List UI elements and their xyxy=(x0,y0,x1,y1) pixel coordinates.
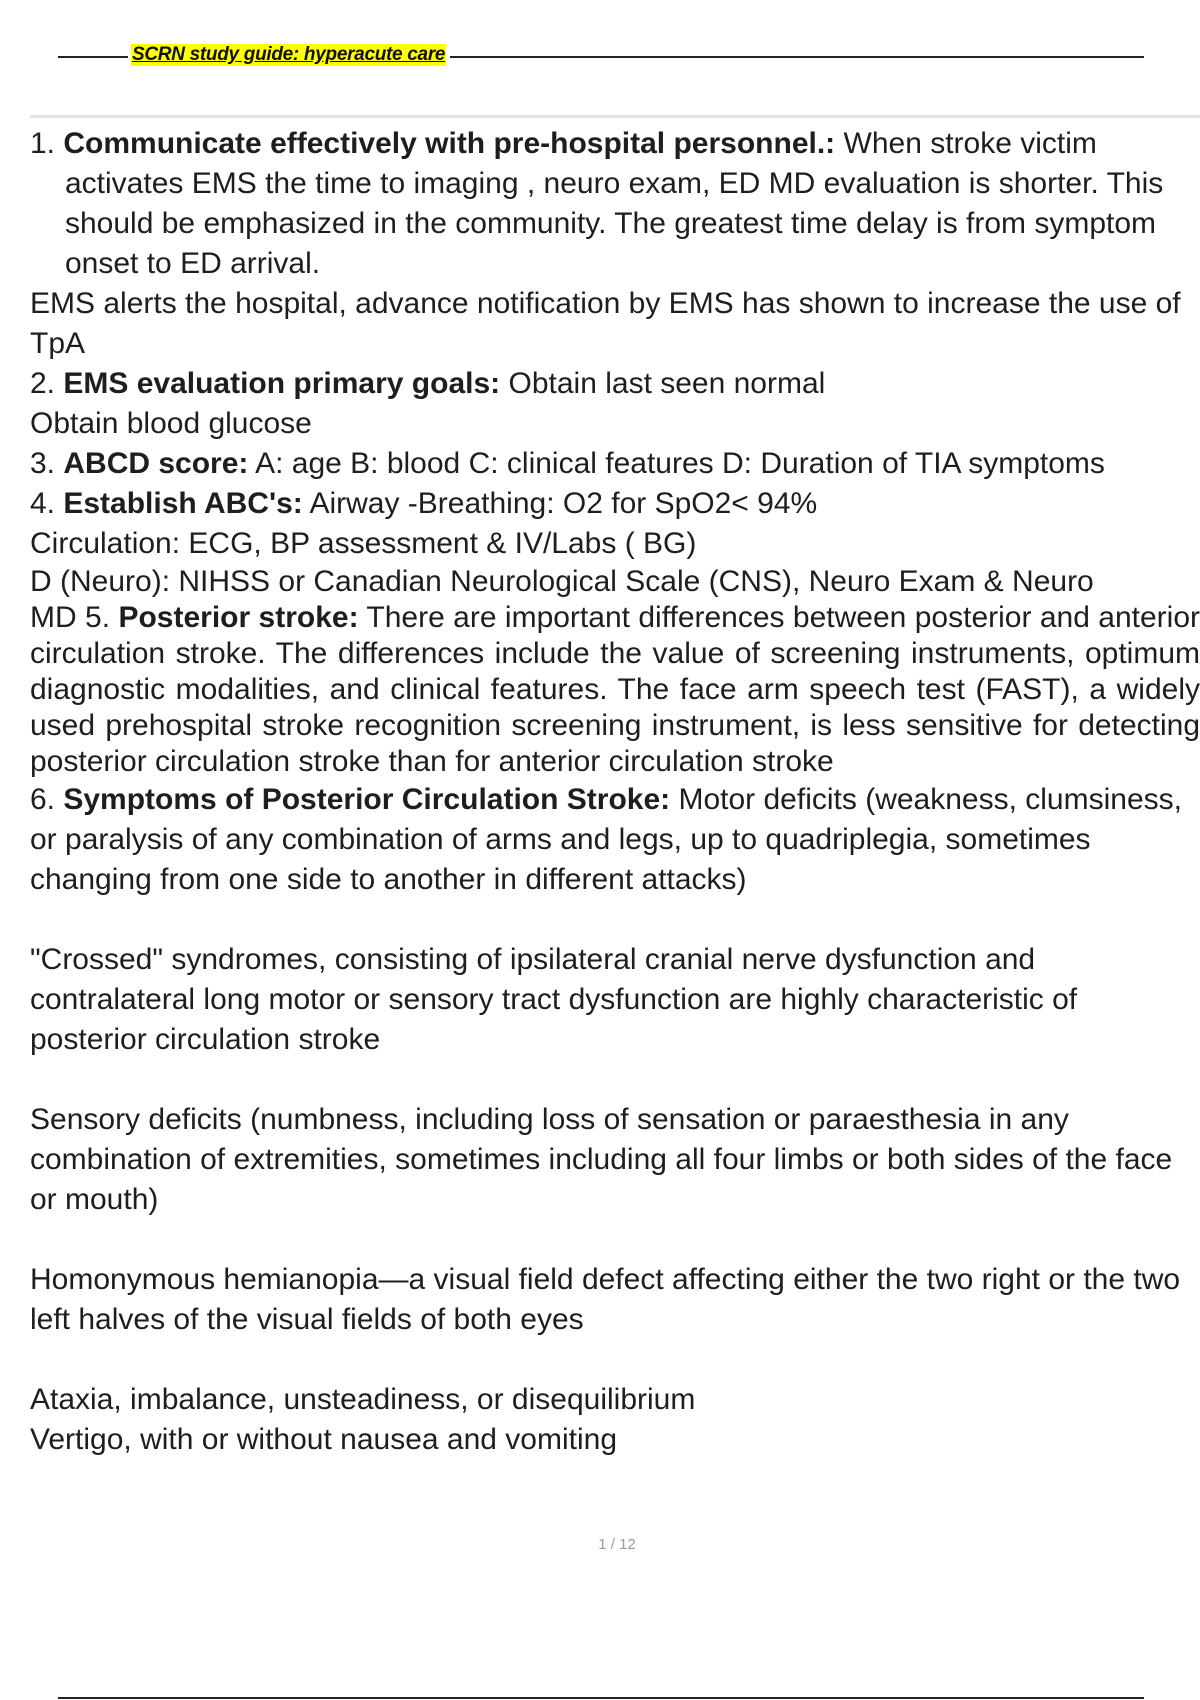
item-5-prefix: MD 5. xyxy=(30,601,119,634)
item-6-text: Motor deficits (weakness, clumsiness, or paralysis of any combination of arms and legs, up to quadriplegia, sometimes changing from one side to another in different attacks) xyxy=(30,783,1182,896)
item-4-circulation: Circulation: ECG, BP assessment & IV/Labs ( BG) xyxy=(30,527,697,560)
crossed-syndromes-paragraph: "Crossed" syndromes, consisting of ipsilateral cranial nerve dysfunction and contralateral long motor or sensory tract dysfunction are highly characteristic of posterior circulation stroke xyxy=(30,943,1078,1056)
item-6-number: 6. xyxy=(30,783,64,816)
vertigo-line: Vertigo, with or without nausea and vomiting xyxy=(30,1423,618,1456)
item-6-heading: Symptoms of Posterior Circulation Stroke: xyxy=(63,783,671,816)
item-4-number: 4. xyxy=(30,487,64,520)
header-rule-right xyxy=(450,56,1144,58)
item-4-heading: Establish ABC's: xyxy=(63,487,303,520)
document-body xyxy=(30,124,1200,1460)
item-1-extra: EMS alerts the hospital, advance notification by EMS has shown to increase the use of TpA xyxy=(30,287,1181,360)
item-2-text: Obtain last seen normal xyxy=(500,367,826,400)
item-6 xyxy=(30,780,1200,900)
sensory-deficits-paragraph: Sensory deficits (numbness, including loss of sensation or paraesthesia in any combination of extremities, sometimes including all four limbs or both sides of the face or mouth) xyxy=(30,1103,1173,1216)
item-4-neuro: D (Neuro): NIHSS or Canadian Neurological Scale (CNS), Neuro Exam & Neuro xyxy=(30,565,1094,598)
item-2 xyxy=(30,364,1200,404)
section-divider xyxy=(30,115,1200,118)
header-rule-left xyxy=(58,56,128,58)
item-4 xyxy=(30,484,1200,524)
document-header-title: SCRN study guide: hyperacute care xyxy=(132,44,446,65)
spacer xyxy=(30,1060,1200,1100)
item-4-text: Airway -Breathing: O2 for SpO2< 94% xyxy=(302,487,818,520)
ataxia-line: Ataxia, imbalance, unsteadiness, or disequilibrium xyxy=(30,1383,696,1416)
spacer xyxy=(30,1220,1200,1260)
spacer xyxy=(30,1340,1200,1380)
item-1-number: 1. xyxy=(30,127,64,160)
item-3-text: A: age B: blood C: clinical features D: Duration of TIA symptoms xyxy=(248,447,1105,480)
item-2-extra: Obtain blood glucose xyxy=(30,407,312,440)
item-1-text: When stroke victim activates EMS the time to imaging , neuro exam, ED MD evaluation is shorter. This should be emphasized in the community. The greatest time delay is from symptom onset to ED arrival. xyxy=(65,127,1164,280)
item-2-heading: EMS evaluation primary goals: xyxy=(63,367,501,400)
item-2-number: 2. xyxy=(30,367,64,400)
footer-rule xyxy=(58,1697,1144,1699)
spacer xyxy=(30,900,1200,940)
item-3 xyxy=(30,444,1200,484)
item-5 xyxy=(30,600,1200,780)
item-1-heading: Communicate effectively with pre-hospital personnel.: xyxy=(63,127,836,160)
page-number: 1 / 12 xyxy=(598,1536,636,1553)
hemianopia-paragraph: Homonymous hemianopia—a visual field defect affecting either the two right or the two left halves of the visual fields of both eyes xyxy=(30,1263,1181,1336)
item-5-text: There are important differences between posterior and anterior circulation stroke. The differences include the value of screening instruments, optimum diagnostic modalities, and clinical features. The face arm speech test (FAST), a widely used prehospital stroke recognition screening instrument, is less sensitive for detecting posterior circulation stroke than for anterior circulation stroke xyxy=(30,601,1200,778)
item-3-number: 3. xyxy=(30,447,64,480)
item-5-heading: Posterior stroke: xyxy=(118,601,359,634)
item-1 xyxy=(30,124,1200,284)
item-3-heading: ABCD score: xyxy=(63,447,249,480)
